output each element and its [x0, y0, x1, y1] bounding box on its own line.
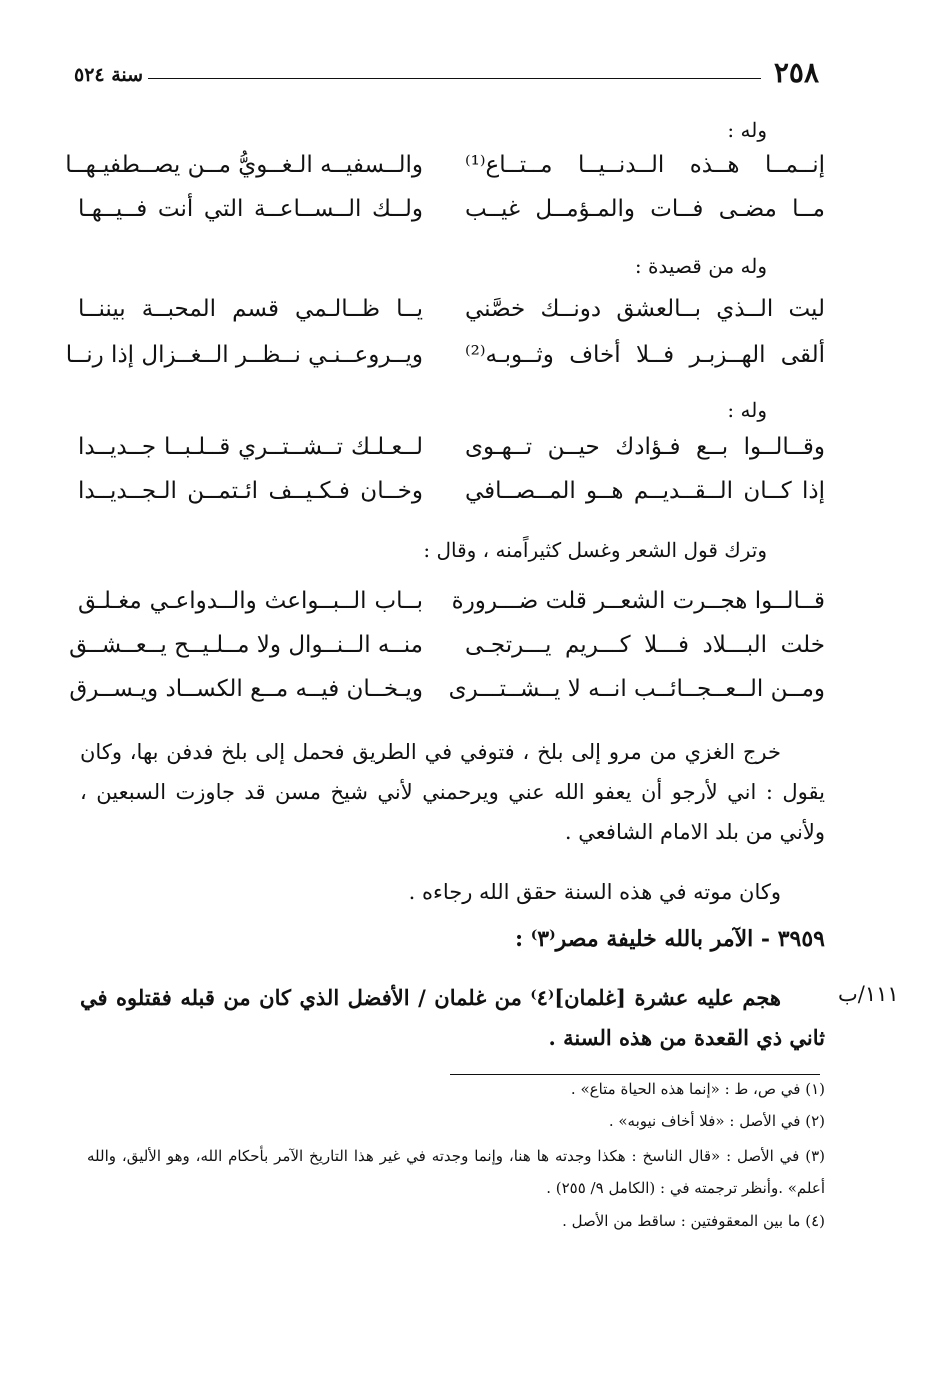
verse-first-hemistich: ليت الــذي بــالعشق دونــك خصَّني	[465, 296, 825, 322]
verse-second-hemistich: يــا ظــالـمي قسم المحبــة بيننــا	[78, 296, 423, 322]
verse-second-hemistich: ويـخــان فيــه مــع الكســاد ويـســرق	[69, 676, 423, 702]
verse-first-hemistich: قــالــوا هجــرت الشعــر قلت ضـــرورة	[451, 588, 825, 614]
verse-first-hemistich: ألقى الهــزبـر فــلا أخاف وثــوبـه⁽²⁾	[465, 342, 825, 368]
poem-label: وترك قول الشعر وغسل كثيراًمنه ، وقال :	[423, 538, 767, 562]
footnote: (٢) في الأصل : «فلا أخاف نيوبه» .	[608, 1112, 825, 1130]
page-number: ٢٥٨	[773, 56, 819, 89]
prose-paragraph: وكان موته في هذه السنة حقق الله رجاءه .	[408, 880, 781, 904]
verse-first-hemistich: مــا مضـى فــات والمـؤمــل غيــب	[465, 196, 825, 222]
verse-second-hemistich: ويــروعــنـي نــظــر الــغــزال إذا رنــا	[65, 342, 423, 368]
entry-text: هجم عليه عشرة [غلمان]⁽٤⁾ من غلمان / الأفضل الذي كان من قبله فقتلوه في ثاني ذي القعدة من هذه السنة .	[80, 985, 825, 1050]
poem-label: وله :	[727, 118, 767, 142]
verse-second-hemistich: بــاب الــبــواعث والــدواعـي مغـلـق	[78, 588, 423, 614]
verse-second-hemistich: والــسفيــه الـغــويُّ مــن يصــطفيـهــا	[65, 152, 423, 178]
verse-second-hemistich: لــعـلـك تــشــتــري قــلـبــا جــديــدا	[78, 434, 423, 460]
footnote: (٣) في الأصل : «قال الناسخ : هكذا وجدته ها هنا، وإنما وجدته في غير هذا التاريخ الآمر بأحكام الله، وهو الأليق، والله أعلم» .وأنظر ترجمته في : (الكامل ٩/ ٢٥٥) .	[87, 1147, 825, 1197]
verse-first-hemistich: خلت البـــلاد فـــلا كـــريم يـــرتجـى	[465, 632, 825, 658]
verse-first-hemistich: إنــمــا هــذه الــدنــيــا مــتــاع⁽¹⁾	[465, 152, 825, 178]
footnote: (٤) ما بين المعقوفتين : ساقط من الأصل .	[562, 1212, 825, 1230]
prose-paragraph: خرج الغزي من مرو إلى بلخ ، فتوفي في الطريق فحمل إلى بلخ فدفن بها، وكان يقول : اني لأرجو أن يعفو الله عني ويرحمني لأني شيخ مسن قد جاوزت السبعين ، ولأني من بلد الامام الشافعي .	[80, 740, 825, 844]
header-rule	[148, 78, 761, 79]
footnote: (١) في ص، ط : «إنما هذه الحياة متاع» .	[570, 1080, 825, 1098]
verse-second-hemistich: منــه الــنــوال ولا مــلـيــح يــعــشــق	[69, 632, 423, 658]
entry-heading: ٣٩٥٩ - الآمر بالله خليفة مصر⁽٣⁾ :	[514, 926, 825, 952]
verse-second-hemistich: وخــان فـكـيــف ائـتمــن الـجــديــدا	[78, 478, 423, 504]
verse-second-hemistich: ولــك الــســاعــة التي أنت فــيــهـا	[78, 196, 423, 222]
verse-first-hemistich: ومــن الــعــجــائــب انــه لا يــشــتـــرى	[448, 676, 825, 702]
footnote-rule	[450, 1074, 820, 1075]
running-header-year: سنة ٥٢٤	[74, 64, 144, 86]
verse-first-hemistich: وقــالــوا بــع فـؤادك حيــن تــهـوى	[465, 434, 825, 460]
poem-label: وله من قصيدة :	[634, 254, 767, 278]
verse-first-hemistich: إذا كــان الــقــديــم هــو المــصــافي	[465, 478, 825, 504]
manuscript-folio-marker: ١١١/ب	[838, 982, 899, 1006]
poem-label: وله :	[727, 398, 767, 422]
